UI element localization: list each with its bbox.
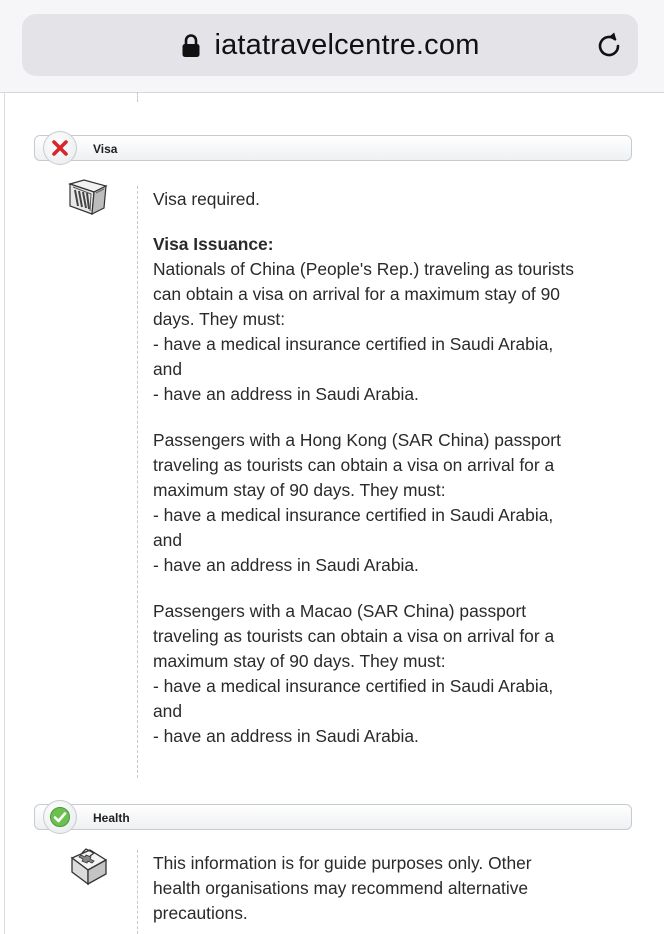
- content-border: [4, 92, 5, 934]
- visa-text-line: Passengers with a Hong Kong (SAR China) passport: [153, 430, 561, 450]
- visa-paragraph: [153, 428, 623, 578]
- reload-icon[interactable]: [594, 31, 624, 61]
- column-divider: [137, 92, 138, 102]
- health-status-badge: [43, 800, 77, 834]
- visa-text-line: - have an address in Saudi Arabia.: [153, 555, 419, 575]
- visa-text-line: - have a medical insurance certified in Saudi Arabia,: [153, 676, 554, 696]
- red-x-icon: [50, 138, 70, 158]
- visa-content: [153, 187, 623, 749]
- health-section-title: Health: [93, 811, 130, 825]
- visa-text-line: and: [153, 701, 183, 721]
- page-content: [0, 92, 664, 934]
- visa-paragraph: [153, 599, 623, 749]
- visa-text-line: can obtain a visa on arrival for a maximum stay of 90: [153, 284, 560, 304]
- visa-text-line: Nationals of China (People's Rep.) traveling as tourists: [153, 259, 574, 279]
- browser-toolbar: [0, 0, 664, 93]
- visa-text-line: and: [153, 530, 183, 550]
- passport-icon: [66, 178, 108, 221]
- visa-text-line: Passengers with a Macao (SAR China) passport: [153, 601, 527, 621]
- column-divider: [137, 850, 138, 934]
- visa-status-badge: [43, 131, 77, 165]
- green-check-icon: [50, 807, 70, 827]
- health-text-line: This information is for guide purposes only. Other: [153, 853, 532, 873]
- visa-paragraph: [153, 257, 623, 407]
- visa-section-title: Visa: [93, 142, 118, 156]
- visa-text-line: - have an address in Saudi Arabia.: [153, 726, 419, 746]
- column-divider: [137, 186, 138, 778]
- visa-issuance-heading: Visa Issuance:: [153, 234, 274, 254]
- visa-text-line: traveling as tourists can obtain a visa on arrival for a: [153, 626, 555, 646]
- medical-kit-icon: [64, 844, 110, 893]
- url-text[interactable]: iatatravelcentre.com: [214, 28, 480, 61]
- visa-text-line: - have a medical insurance certified in Saudi Arabia,: [153, 334, 554, 354]
- visa-text-line: maximum stay of 90 days. They must:: [153, 480, 446, 500]
- health-text-line: precautions.: [153, 903, 248, 923]
- health-content: [153, 851, 623, 926]
- lock-icon: [180, 33, 202, 59]
- visa-text-line: maximum stay of 90 days. They must:: [153, 651, 446, 671]
- health-text-line: health organisations may recommend alternative: [153, 878, 529, 898]
- health-section-header[interactable]: [34, 804, 632, 830]
- visa-text-line: - have an address in Saudi Arabia.: [153, 384, 419, 404]
- visa-section-header[interactable]: [34, 135, 632, 161]
- visa-text-line: traveling as tourists can obtain a visa on arrival for a: [153, 455, 555, 475]
- visa-text-line: days. They must:: [153, 309, 286, 329]
- visa-text-line: - have a medical insurance certified in Saudi Arabia,: [153, 505, 554, 525]
- visa-status-text: Visa required.: [153, 189, 260, 209]
- visa-text-line: and: [153, 359, 183, 379]
- address-bar[interactable]: [22, 14, 638, 76]
